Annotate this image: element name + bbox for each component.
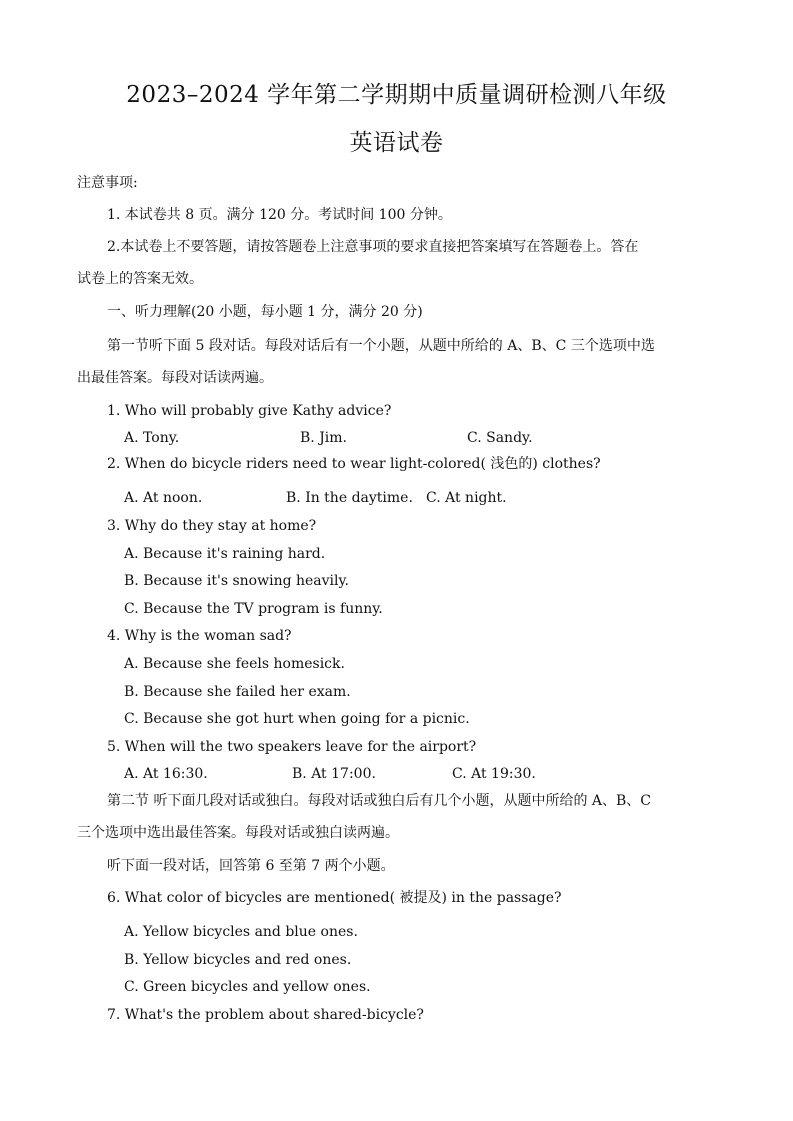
question-2-option-b: B. In the daytime. <box>286 490 413 506</box>
question-1-option-b: B. Jim. <box>300 430 348 446</box>
question-6-option-c: C. Green bicycles and yellow ones. <box>124 979 371 995</box>
question-6-stem: 6. What color of bicycles are mentioned( 被提及) in the passage? <box>107 890 562 906</box>
notice-item-2-line1: 2.本试卷上不要答题，请按答题卷上注意事项的要求直接把答案填写在答题卷上。答在 <box>107 239 639 255</box>
question-5-option-c: C. At 19:30. <box>452 766 536 782</box>
question-4-option-a: A. Because she feels homesick. <box>124 656 345 672</box>
question-3-stem: 3. Why do they stay at home? <box>107 518 317 534</box>
section1-instruction-line1: 第一节听下面 5 段对话。每段对话后有一个小题，从题中所给的 A、B、C 三个选项中选 <box>107 338 655 354</box>
section2-dialogue-instruction: 听下面一段对话，回答第 6 至第 7 两个小题。 <box>107 858 395 874</box>
question-5-stem: 5. When will the two speakers leave for the airport? <box>107 739 477 755</box>
question-2-stem: 2. When do bicycle riders need to wear light-colored( 浅色的) clothes? <box>107 456 601 472</box>
question-5-option-a: A. At 16:30. <box>124 766 208 782</box>
question-1-option-a: A. Tony. <box>124 430 180 446</box>
exam-title: 2023–2024 学年第二学期期中质量调研检测八年级 <box>126 82 667 108</box>
notice-heading: 注意事项: <box>77 175 138 191</box>
section2-instruction-line2: 三个选项中选出最佳答案。每段对话或独白读两遍。 <box>77 825 399 841</box>
question-7-stem: 7. What's the problem about shared-bicycle? <box>107 1007 424 1023</box>
question-2-option-a: A. At noon. <box>124 490 203 506</box>
question-4-option-c: C. Because she got hurt when going for a picnic. <box>124 711 470 727</box>
question-2-option-c: C. At night. <box>426 490 507 506</box>
question-4-stem: 4. Why is the woman sad? <box>107 628 292 644</box>
notice-item-1: 1. 本试卷共 8 页。满分 120 分。考试时间 100 分钟。 <box>107 207 452 223</box>
question-1-stem: 1. Who will probably give Kathy advice? <box>107 403 392 419</box>
question-3-option-b: B. Because it's snowing heavily. <box>124 573 350 589</box>
exam-subtitle: 英语试卷 <box>349 130 444 156</box>
question-5-option-b: B. At 17:00. <box>292 766 376 782</box>
question-6-option-a: A. Yellow bicycles and blue ones. <box>124 924 358 940</box>
question-3-option-c: C. Because the TV program is funny. <box>124 601 383 617</box>
notice-item-2-line2: 试卷上的答案无效。 <box>77 271 203 287</box>
section1-instruction-line2: 出最佳答案。每段对话读两遍。 <box>77 370 273 386</box>
part1-heading: 一、听力理解(20 小题，每小题 1 分，满分 20 分) <box>107 304 423 320</box>
question-6-option-b: B. Yellow bicycles and red ones. <box>124 952 352 968</box>
question-4-option-b: B. Because she failed her exam. <box>124 684 351 700</box>
question-1-option-c: C. Sandy. <box>467 430 533 446</box>
section2-instruction-line1: 第二节 听下面几段对话或独白。每段对话或独白后有几个小题，从题中所给的 A、B、C <box>107 793 652 809</box>
question-3-option-a: A. Because it's raining hard. <box>124 546 326 562</box>
